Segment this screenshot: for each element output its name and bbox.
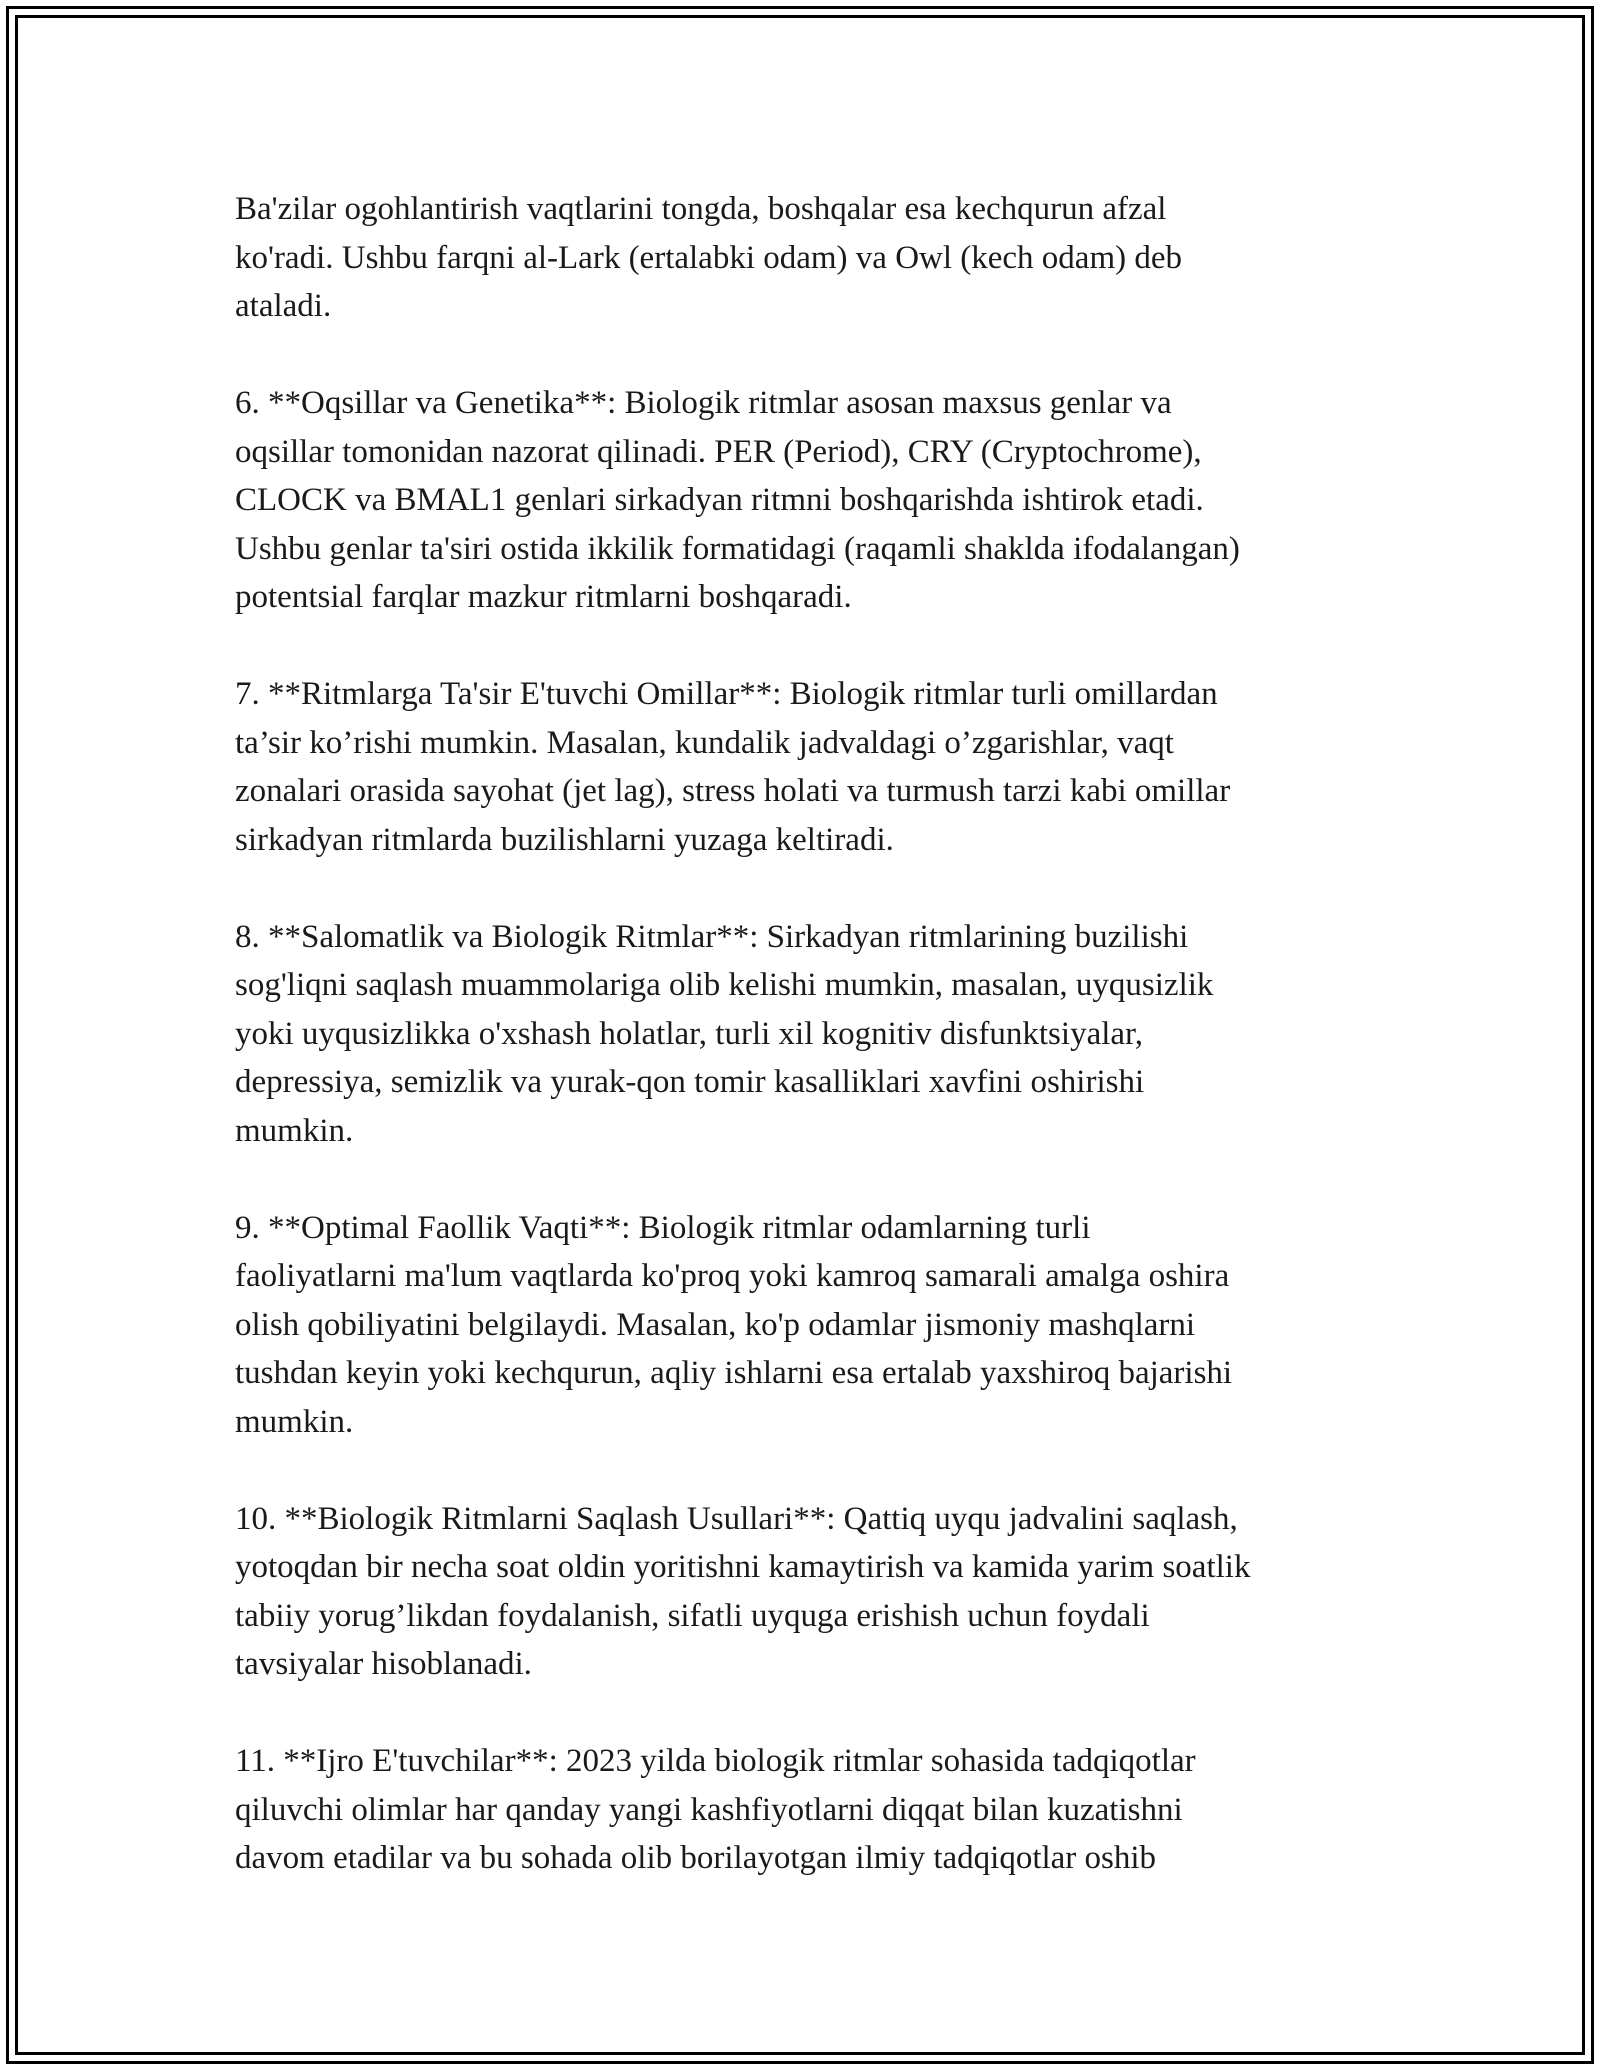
text-line: olish qobiliyatini belgilaydi. Masalan, ko'p odamlar jismoniy mashqlarni [235, 1306, 1196, 1343]
text-line: Ushbu genlar ta'siri ostida ikkilik formatidagi (raqamli shaklda ifodalangan) [235, 530, 1240, 567]
text-line: yotoqdan bir necha soat oldin yoritishni kamaytirish va kamida yarim soatlik [235, 1549, 1251, 1585]
text-line: tabiiy yorug’likdan foydalanish, sifatli uyquga erishish uchun foydali [235, 1597, 1150, 1634]
text-line: depressiya, semizlik va yurak-qon tomir kasalliklari xavfini oshirishi [235, 1064, 1145, 1100]
text-line: faoliyatlarni ma'lum vaqtlarda ko'proq yoki kamroq samarali amalga oshira [235, 1258, 1230, 1294]
text-line: mumkin. [235, 1403, 354, 1440]
paragraph-item-11 [235, 1737, 1385, 1883]
text-line: CLOCK va BMAL1 genlari sirkadyan ritmni boshqarishda ishtirok etadi. [235, 482, 1204, 518]
paragraph-item-6 [235, 379, 1385, 622]
document-body [235, 185, 1385, 1931]
paragraph-item-8 [235, 913, 1385, 1156]
text-line: 8. **Salomatlik va Biologik Ritmlar**: Sirkadyan ritmlarining buzilishi [235, 918, 1189, 955]
text-line: ko'radi. Ushbu farqni al-Lark (ertalabki odam) va Owl (kech odam) deb [235, 239, 1183, 276]
text-line: mumkin. [235, 1112, 354, 1149]
text-line: ataladi. [235, 288, 332, 324]
text-line: yoki uyqusizlikka o'xshash holatlar, turli xil kognitiv disfunktsiyalar, [235, 1015, 1143, 1052]
text-line: sirkadyan ritmlarda buzilishlarni yuzaga keltiradi. [235, 821, 894, 858]
text-line: sog'liqni saqlash muammolariga olib kelishi mumkin, masalan, uyqusizlik [235, 967, 1214, 1003]
paragraph-item-10 [235, 1495, 1385, 1689]
text-line: 10. **Biologik Ritmlarni Saqlash Usullari**: Qattiq uyqu jadvalini saqlash, [235, 1500, 1238, 1537]
text-line: 6. **Oqsillar va Genetika**: Biologik ritmlar asosan maxsus genlar va [235, 385, 1172, 421]
text-line: oqsillar tomonidan nazorat qilinadi. PER (Period), CRY (Cryptochrome), [235, 433, 1202, 470]
text-line: 9. **Optimal Faollik Vaqti**: Biologik ritmlar odamlarning turli [235, 1209, 1091, 1246]
paragraph-item-7 [235, 670, 1385, 864]
paragraph-item-9 [235, 1204, 1385, 1447]
text-line: tavsiyalar hisoblanadi. [235, 1646, 532, 1682]
paragraph-intro [235, 185, 1385, 331]
text-line: ta’sir ko’rishi mumkin. Masalan, kundalik jadvaldagi o’zgarishlar, vaqt [235, 724, 1174, 761]
text-line: davom etadilar va bu sohada olib borilayotgan ilmiy tadqiqotlar oshib [235, 1840, 1157, 1876]
text-line: tushdan keyin yoki kechqurun, aqliy ishlarni esa ertalab yaxshiroq bajarishi [235, 1355, 1233, 1391]
text-line: zonalari orasida sayohat (jet lag), stress holati va turmush tarzi kabi omillar [235, 773, 1231, 809]
text-line: 7. **Ritmlarga Ta'sir E'tuvchi Omillar**: Biologik ritmlar turli omillardan [235, 676, 1218, 712]
text-line: potentsial farqlar mazkur ritmlarni boshqaradi. [235, 579, 852, 615]
text-line: qiluvchi olimlar har qanday yangi kashfiyotlarni diqqat bilan kuzatishni [235, 1791, 1183, 1828]
text-line: Ba'zilar ogohlantirish vaqtlarini tongda, boshqalar esa kechqurun afzal [235, 191, 1167, 227]
text-line: 11. **Ijro E'tuvchilar**: 2023 yilda biologik ritmlar sohasida tadqiqotlar [235, 1743, 1196, 1779]
